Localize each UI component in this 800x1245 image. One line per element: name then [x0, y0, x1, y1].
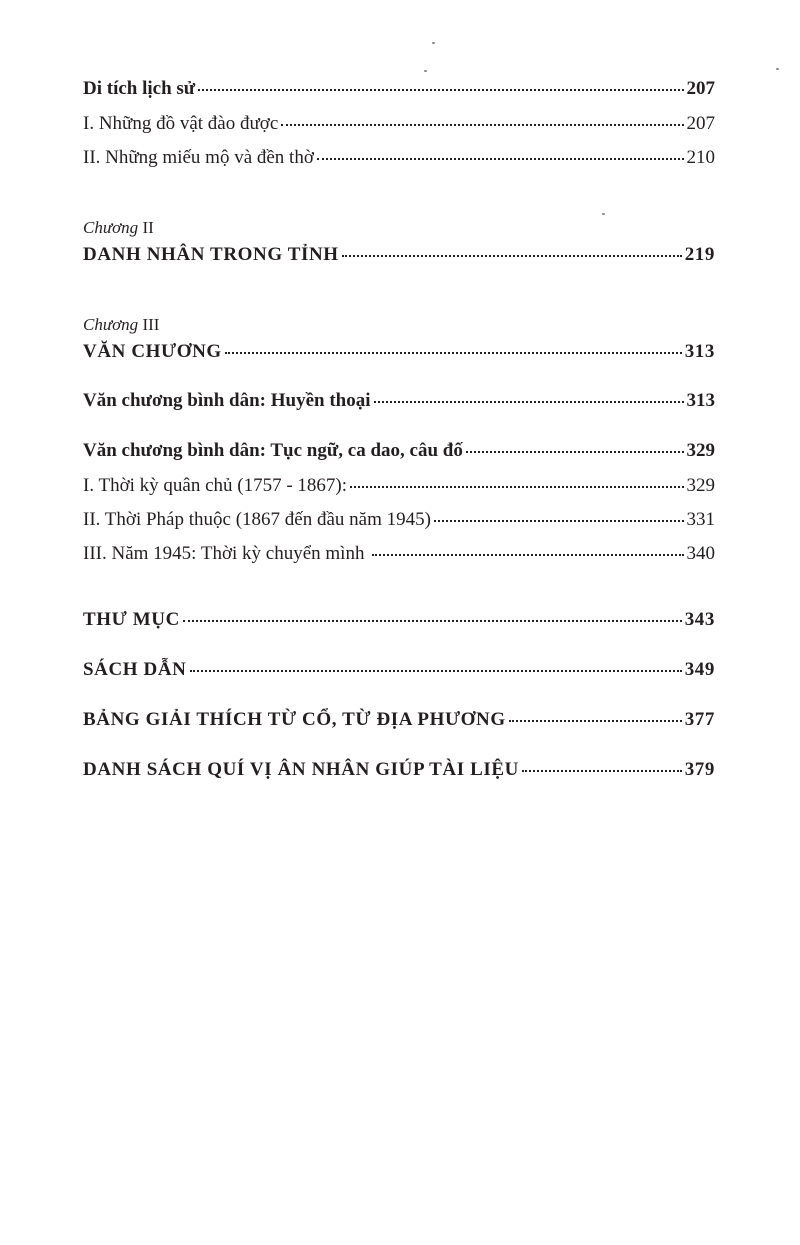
paper-speck — [424, 70, 427, 72]
toc-entry-title: DANH SÁCH QUÍ VỊ ÂN NHÂN GIÚP TÀI LIỆU — [83, 759, 519, 780]
paper-speck — [602, 213, 605, 215]
dot-leader — [190, 670, 682, 672]
toc-entry-page: 379 — [684, 759, 715, 780]
toc-entry-title: DANH NHÂN TRONG TỈNH — [83, 244, 339, 265]
chapter-word: Chương — [83, 315, 139, 334]
toc-entry-title: I. Thời kỳ quân chủ (1757 - 1867): — [83, 475, 348, 496]
dot-leader — [317, 158, 684, 160]
chapter-word: Chương — [83, 218, 139, 237]
dot-leader — [434, 520, 684, 522]
dot-leader — [466, 451, 684, 453]
toc-entry-title: Văn chương bình dân: Tục ngữ, ca dao, câu đố — [83, 440, 463, 461]
toc-entry-huyen-thoai — [83, 387, 715, 415]
toc-entry-page: 313 — [686, 390, 715, 411]
dot-leader — [522, 770, 682, 772]
toc-entry-sach-dan — [83, 656, 715, 684]
dot-leader — [372, 554, 683, 556]
toc-entry-page: 207 — [686, 78, 715, 99]
toc-entry-page: 340 — [686, 543, 715, 564]
toc-entry-title: III. Năm 1945: Thời kỳ chuyển mình — [83, 543, 365, 564]
toc-entry-di-tich-lich-su — [83, 75, 715, 103]
chapter-number: III — [142, 315, 160, 334]
toc-entry-page: 313 — [684, 341, 715, 362]
toc-entry-page: 207 — [686, 113, 715, 134]
chapter-number: II — [142, 218, 154, 237]
toc-entry-tuc-ngu — [83, 437, 715, 465]
toc-entry-title: VĂN CHƯƠNG — [83, 341, 222, 362]
toc-entry-page: 331 — [686, 509, 715, 530]
toc-entry-bang-giai-thich — [83, 706, 715, 734]
toc-entry-title: SÁCH DẪN — [83, 659, 187, 680]
dot-leader — [225, 352, 682, 354]
toc-entry-title: II. Thời Pháp thuộc (1867 đến đầu năm 1945) — [83, 509, 431, 530]
dot-leader — [183, 620, 682, 622]
paper-speck — [432, 42, 435, 44]
toc-entry-title: BẢNG GIẢI THÍCH TỪ CỔ, TỪ ĐỊA PHƯƠNG — [83, 709, 506, 730]
toc-entry-page: 329 — [686, 475, 715, 496]
chapter-label-2 — [83, 216, 154, 240]
paper-speck — [776, 68, 779, 70]
toc-entry-title: THƯ MỤC — [83, 609, 180, 630]
toc-entry-page: 343 — [684, 609, 715, 630]
dot-leader — [281, 124, 683, 126]
dot-leader — [350, 486, 683, 488]
toc-entry-thoi-phap-thuoc — [83, 506, 715, 534]
toc-entry-page: 219 — [684, 244, 715, 265]
toc-entry-title: Văn chương bình dân: Huyền thoại — [83, 390, 371, 411]
toc-entry-thu-muc — [83, 606, 715, 634]
toc-entry-mieu-mo — [83, 144, 715, 172]
dot-leader — [198, 89, 683, 91]
dot-leader — [342, 255, 682, 257]
toc-entry-danh-sach-an-nhan — [83, 756, 715, 784]
toc-entry-page: 349 — [684, 659, 715, 680]
dot-leader — [509, 720, 682, 722]
toc-entry-title: I. Những đồ vật đào được — [83, 113, 279, 134]
toc-entry-page: 329 — [686, 440, 715, 461]
toc-entry-thoi-ky-quan-chu — [83, 472, 715, 500]
chapter-label-3 — [83, 313, 159, 337]
toc-entry-page: 377 — [684, 709, 715, 730]
toc-entry-danh-nhan — [83, 241, 715, 269]
toc-entry-nam-1945 — [83, 540, 715, 568]
dot-leader — [374, 401, 684, 403]
toc-entry-page: 210 — [686, 147, 715, 168]
toc-entry-van-chuong — [83, 338, 715, 366]
toc-entry-title: Di tích lịch sử — [83, 78, 196, 99]
toc-entry-nhung-do-vat — [83, 110, 715, 138]
toc-entry-title: II. Những miếu mộ và đền thờ — [83, 147, 314, 168]
